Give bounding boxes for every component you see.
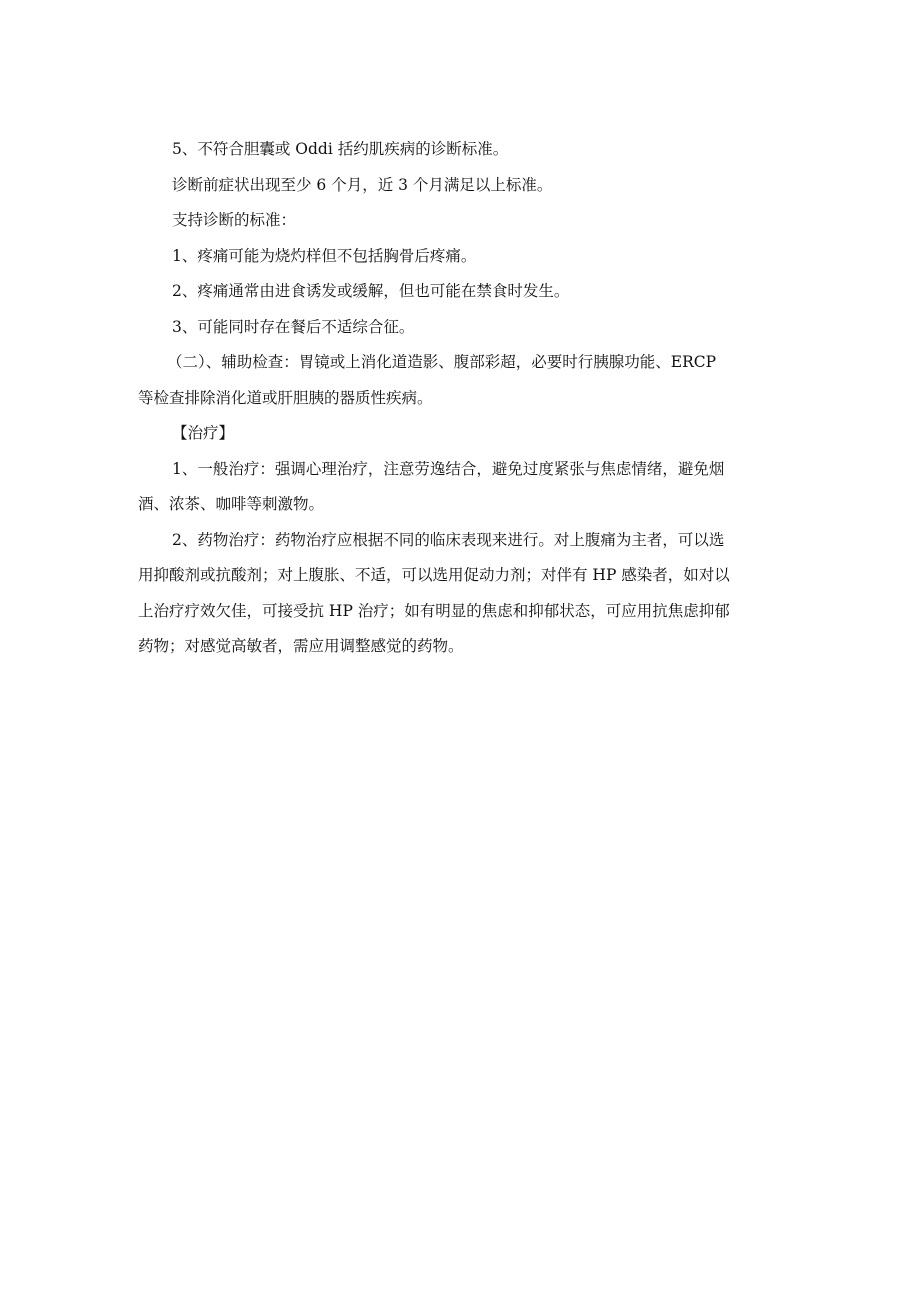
auxiliary-exam-line-1: （二）、辅助检查：胃镜或上消化道造影、腹部彩超，必要时行胰腺功能、ERCP: [167, 353, 717, 371]
support-criterion-3: 3、可能同时存在餐后不适综合征。: [172, 317, 415, 336]
document-body: [138, 132, 780, 665]
drug-treatment-line-2: 用抑酸剂或抗酸剂；对上腹胀、不适，可以选用促动力剂；对伴有 HP 感染者，如对以: [138, 566, 730, 584]
support-criterion-1: 1、疼痛可能为烧灼样但不包括胸骨后疼痛。: [172, 246, 477, 265]
general-treatment-line-1: 1、一般治疗：强调心理治疗，注意劳逸结合，避免过度紧张与焦虑情绪，避免烟: [172, 459, 725, 478]
duration-note-line: 诊断前症状出现至少 6 个月，近 3 个月满足以上标准。: [172, 175, 553, 194]
treatment-heading: 【治疗】: [172, 424, 235, 442]
drug-treatment-paragraph: [138, 523, 780, 665]
drug-treatment-line-3: 上治疗疗效欠佳，可接受抗 HP 治疗；如有明显的焦虑和抑郁状态，可应用抗焦虑抑郁: [138, 601, 730, 620]
drug-treatment-line-1: 2、药物治疗：药物治疗应根据不同的临床表现来进行。对上腹痛为主者，可以选: [172, 530, 725, 549]
auxiliary-exam-paragraph: [138, 345, 780, 416]
supporting-criteria-title: 支持诊断的标准：: [172, 211, 297, 229]
support-criterion-2: 2、疼痛通常由进食诱发或缓解，但也可能在禁食时发生。: [172, 282, 570, 300]
general-treatment-line-2: 酒、浓茶、咖啡等刺激物。: [138, 495, 325, 513]
general-treatment-paragraph: [138, 452, 780, 523]
criterion-5-line: 5、不符合胆囊或 Oddi 括约肌疾病的诊断标准。: [172, 140, 509, 158]
drug-treatment-line-4: 药物；对感觉高敏者，需应用调整感觉的药物。: [138, 637, 464, 655]
auxiliary-exam-line-2: 等检查排除消化道或肝胆胰的器质性疾病。: [138, 388, 433, 407]
